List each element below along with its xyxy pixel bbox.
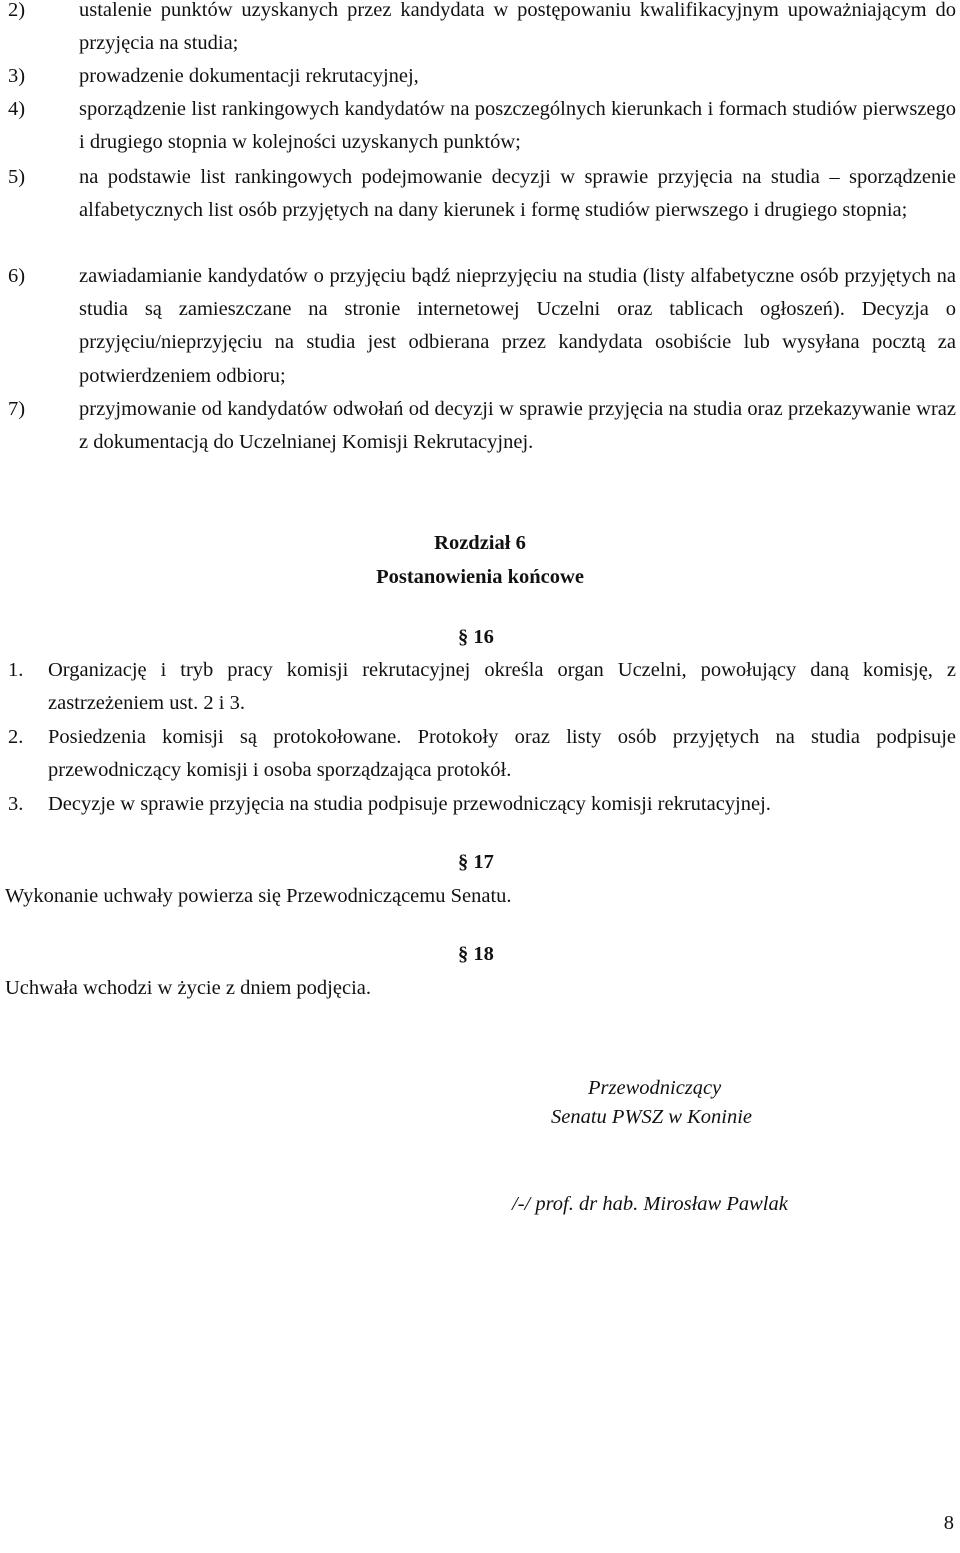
section-item-text: Organizację i tryb pracy komisji rekrutacyjnej określa organ Uczelni, powołujący daną komisję, z zastrzeżeniem ust. 2 i 3. bbox=[48, 659, 956, 715]
chapter-number: Rozdział 6 bbox=[434, 532, 526, 554]
section-16-item bbox=[8, 788, 956, 821]
section-item-number: 1. bbox=[8, 659, 24, 681]
list-item bbox=[8, 260, 956, 393]
section-16-item bbox=[8, 721, 956, 787]
section-18-label: § 18 bbox=[458, 943, 494, 965]
list-item bbox=[8, 0, 956, 60]
list-item bbox=[8, 393, 956, 459]
section-16-item bbox=[8, 654, 956, 720]
list-item bbox=[8, 93, 956, 159]
list-item-number: 5) bbox=[8, 166, 26, 188]
list-item-number: 4) bbox=[8, 98, 26, 120]
signature-organization: Senatu PWSZ w Koninie bbox=[551, 1106, 753, 1128]
list-item-text: ustalenie punktów uzyskanych przez kandydata w postępowaniu kwalifikacyjnym upoważniającym do przyjęcia na studia; bbox=[79, 0, 956, 55]
list-item-text: sporządzenie list rankingowych kandydatów na poszczególnych kierunkach i formach studiów pierwszego i drugiego stopnia w kolejności uzyskanych punktów; bbox=[79, 98, 956, 154]
chapter-title: Postanowienia końcowe bbox=[376, 566, 584, 588]
signature-title: Przewodniczący bbox=[588, 1077, 722, 1099]
list-item-text: zawiadamianie kandydatów o przyjęciu bądź nieprzyjęciu na studia (listy alfabetyczne osób przyjętych na studia są zamieszczane na stronie internetowej Uczelni oraz tablicach ogłoszeń). Decyzja o przyjęciu/nieprzyjęciu na studia jest odbierana przez kandydata osobiście lub wysyłana pocztą za potwierdzeniem odbioru; bbox=[79, 265, 956, 387]
section-item-number: 3. bbox=[8, 793, 24, 815]
list-item-number: 3) bbox=[8, 65, 26, 87]
list-item-number: 7) bbox=[8, 398, 26, 420]
list-item-text: prowadzenie dokumentacji rekrutacyjnej, bbox=[79, 65, 419, 87]
section-item-number: 2. bbox=[8, 726, 24, 748]
list-item-text: na podstawie list rankingowych podejmowanie decyzji w sprawie przyjęcia na studia – sporządzenie alfabetycznych list osób przyjętych na dany kierunek i formę studiów pierwszego i drugiego stopnia; bbox=[79, 166, 956, 222]
list-item bbox=[8, 60, 956, 93]
list-item-text: przyjmowanie od kandydatów odwołań od decyzji w sprawie przyjęcia na studia oraz przekazywanie wraz z dokumentacją do Uczelnianej Komisji Rekrutacyjnej. bbox=[79, 398, 956, 454]
section-17-label: § 17 bbox=[458, 851, 494, 873]
signature-name: /-/ prof. dr hab. Mirosław Pawlak bbox=[512, 1193, 788, 1215]
section-18-text: Uchwała wchodzi w życie z dniem podjęcia. bbox=[5, 977, 371, 999]
list-item-number: 2) bbox=[8, 0, 26, 21]
section-item-text: Decyzje w sprawie przyjęcia na studia podpisuje przewodniczący komisji rekrutacyjnej. bbox=[48, 793, 771, 815]
section-item-text: Posiedzenia komisji są protokołowane. Protokoły oraz listy osób przyjętych na studia podpisuje przewodniczący komisji i osoba sporządzająca protokół. bbox=[48, 726, 956, 782]
section-17-text: Wykonanie uchwały powierza się Przewodniczącemu Senatu. bbox=[5, 885, 512, 907]
section-16-label: § 16 bbox=[458, 626, 494, 648]
list-item bbox=[8, 161, 956, 227]
list-item-number: 6) bbox=[8, 265, 26, 287]
page-number: 8 bbox=[943, 1512, 954, 1534]
